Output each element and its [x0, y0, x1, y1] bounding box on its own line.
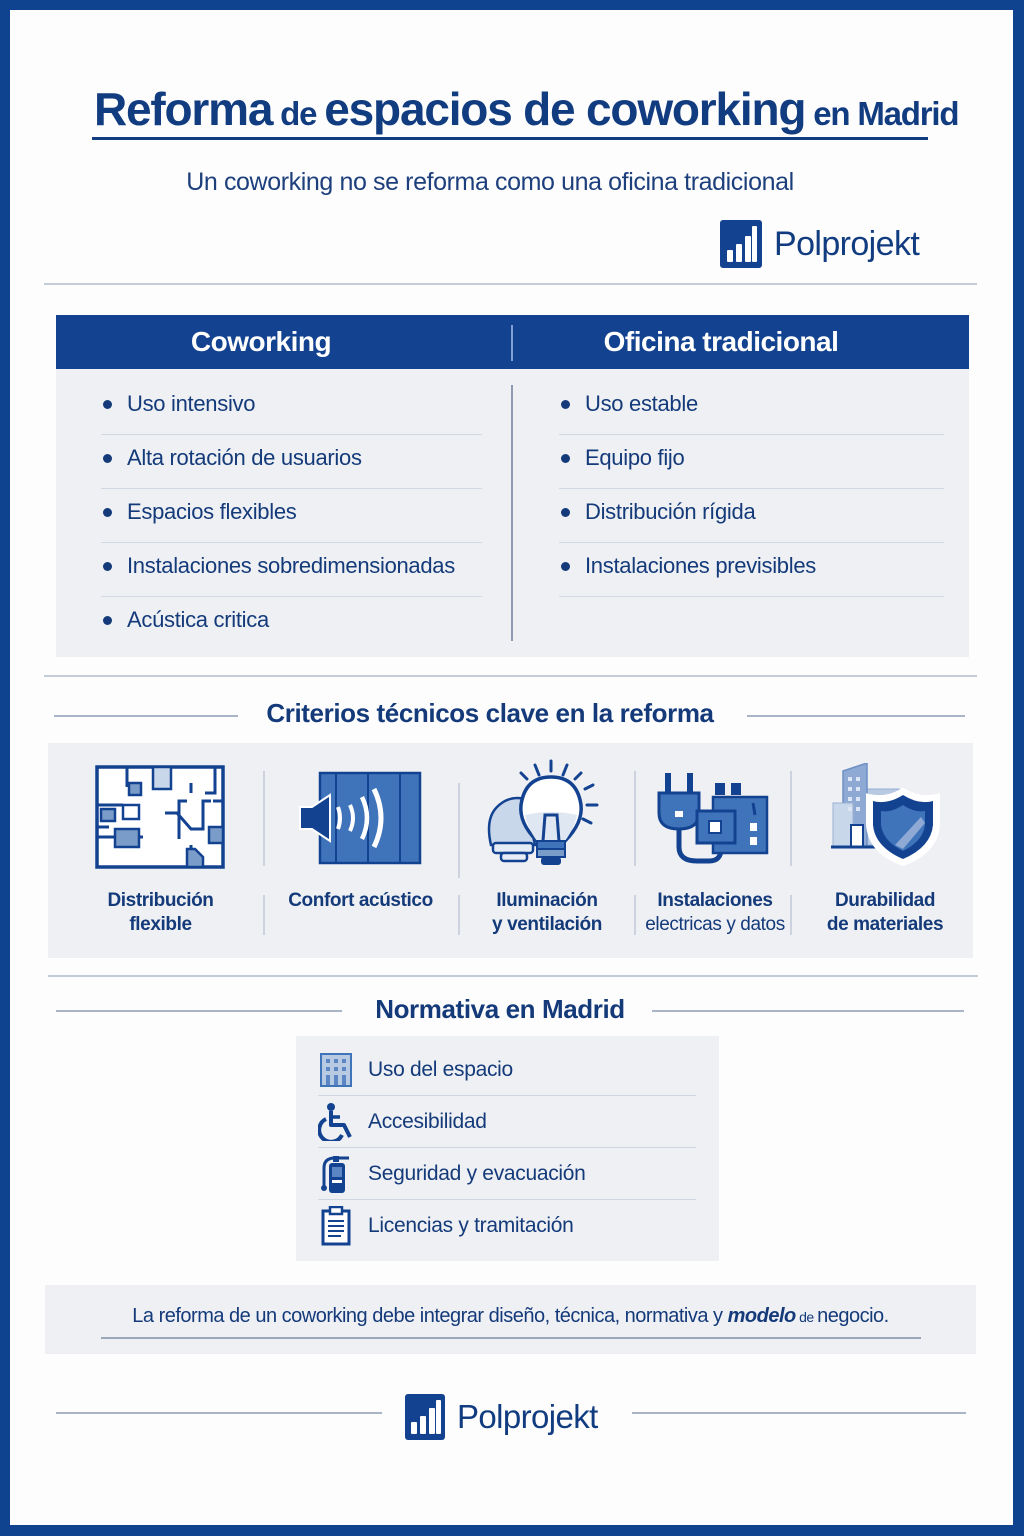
list-item: Equipo fijo — [559, 435, 944, 489]
footer-logo — [405, 1394, 598, 1440]
separator — [263, 771, 265, 866]
divider — [44, 675, 977, 677]
criteria-label: Instalaciones electricas y datos — [645, 890, 785, 935]
title-part: Reforma — [94, 83, 273, 135]
list-item: Espacios flexibles — [101, 489, 482, 543]
separator — [458, 783, 460, 878]
coworking-list — [101, 381, 482, 651]
clipboard-icon — [318, 1206, 354, 1246]
separator — [458, 895, 460, 935]
criteria-item — [468, 743, 626, 958]
summary-banner — [45, 1285, 976, 1354]
list-item: Uso intensivo — [101, 381, 482, 435]
subtitle: Un coworking no se reforma como una oficina tradicional — [186, 168, 794, 196]
building-icon — [318, 1050, 354, 1090]
column-title-oficina: Oficina tradicional — [603, 326, 839, 357]
normativa-panel — [296, 1036, 719, 1261]
logo-bars-icon — [720, 220, 762, 268]
list-item: Uso estable — [559, 381, 944, 435]
column-title-coworking: Coworking — [190, 326, 332, 357]
separator — [790, 895, 792, 935]
bullet-icon — [103, 454, 112, 463]
criteria-label: Confort acústico — [288, 890, 433, 911]
separator — [634, 895, 636, 935]
footer-line-right — [632, 1412, 966, 1414]
column-divider — [511, 385, 513, 641]
building-shield-icon — [829, 763, 941, 872]
title-underline — [92, 137, 928, 140]
separator — [634, 771, 636, 866]
title-part: coworking — [586, 83, 806, 135]
title-part: de — [272, 95, 325, 132]
bullet-icon — [561, 508, 570, 517]
summary-text: La reforma de un coworking debe integrar diseño, técnica, normativa y modelo de negocio. — [132, 1305, 889, 1327]
section-line-right — [747, 715, 965, 717]
criteria-item — [800, 743, 970, 958]
floor-plan-icon — [95, 765, 227, 876]
plug-network-icon — [657, 771, 773, 880]
bullet-icon — [561, 562, 570, 571]
list-item: Distribución rígida — [559, 489, 944, 543]
divider — [44, 283, 977, 285]
normativa-item: Accesibilidad — [318, 1096, 696, 1148]
section-line-right — [652, 1010, 964, 1012]
footer-line-left — [56, 1412, 382, 1414]
section-line-left — [54, 715, 238, 717]
bullet-icon — [561, 454, 570, 463]
list-item: Instalaciones sobredimensionadas — [101, 543, 482, 597]
normativa-title: Normativa en Madrid — [375, 994, 625, 1024]
bullet-icon — [103, 400, 112, 409]
list-item: Instalaciones previsibles — [559, 543, 944, 597]
criteria-item — [273, 743, 448, 958]
header-divider — [511, 325, 513, 361]
separator — [263, 895, 265, 935]
bullet-icon — [103, 616, 112, 625]
light-bulb-icon — [485, 759, 609, 880]
bullet-icon — [103, 508, 112, 517]
page-title — [94, 82, 959, 136]
logo-text: Polprojekt — [457, 1398, 598, 1435]
acoustic-panel-icon — [298, 771, 424, 872]
bullet-icon — [561, 400, 570, 409]
title-part: de — [511, 83, 587, 135]
title-part: en Madrid — [805, 95, 959, 132]
fire-extinguisher-icon — [318, 1154, 354, 1194]
summary-underline — [101, 1337, 921, 1339]
list-item: Acústica critica — [101, 597, 482, 651]
wheelchair-icon — [318, 1102, 354, 1142]
comparison-table — [56, 315, 969, 657]
criteria-label: Iluminación y ventilación — [492, 890, 602, 935]
normativa-item: Uso del espacio — [318, 1044, 696, 1096]
criteria-panel — [48, 743, 973, 958]
divider — [48, 975, 978, 977]
oficina-list — [559, 381, 944, 597]
list-item: Alta rotación de usuarios — [101, 435, 482, 489]
criteria-label: Durabilidad de materiales — [826, 890, 944, 935]
bullet-icon — [103, 562, 112, 571]
criteria-item — [68, 743, 253, 958]
criteria-title: Criterios técnicos clave en la reforma — [266, 698, 714, 728]
infographic-page — [10, 10, 1013, 1525]
criteria-item — [640, 743, 790, 958]
logo-text: Polprojekt — [774, 224, 920, 263]
separator — [790, 771, 792, 866]
section-line-left — [56, 1010, 342, 1012]
header-logo — [720, 220, 919, 268]
criteria-label: Distribución flexible — [107, 890, 214, 935]
logo-bars-icon — [405, 1394, 445, 1440]
comparison-header — [56, 315, 969, 369]
title-part: espacios — [324, 83, 512, 135]
normativa-item: Seguridad y evacuación — [318, 1148, 696, 1200]
normativa-item: Licencias y tramitación — [318, 1200, 696, 1252]
